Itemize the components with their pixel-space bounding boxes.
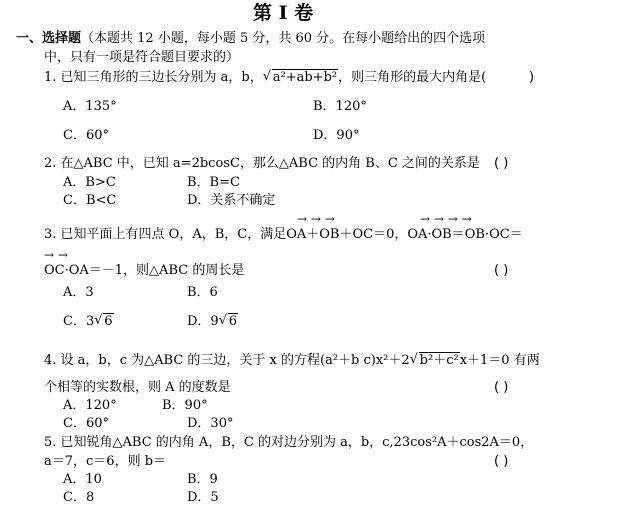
q4-option-a: A．120° [63,398,117,413]
q2-option-b: B．B=C [187,175,240,190]
q4-stem-a: 4. 设 a，b，c 为△ABC 的三边，关于 x 的方程(a²＋b c)x²＋2 [44,353,410,368]
q5-option-c: C．8 [63,490,95,505]
q3-option-d-sqrt [219,315,238,328]
q2-option-d: D．关系不确定 [187,193,276,208]
q2-option-c: C．B<C [63,193,117,208]
q3-option-c-label: C．3 [63,314,95,329]
q3-option-c-sqrt [94,315,113,328]
q3-option-c [63,315,114,328]
section-heading: 一、选择题 [16,31,82,46]
q4-radicand: b²＋c² [419,353,459,368]
q3-option-d-radicand: 6 [228,314,237,329]
q1-stem-a: 1. 已知三角形的三边长分别为 a，b， [44,70,263,85]
q4-stem-line2: 个相等的实数根，则 A 的度数是 [44,380,231,395]
section-intro-text: （本题共 12 小题，每小题 5 分，共 60 分。在每小题给出的四个选项 [81,31,486,46]
q1-option-c: C．60° [63,128,109,143]
q4-option-c: C．60° [63,416,109,431]
q3-vector-arrows-1: → → → [297,212,335,226]
q1-option-d: D．90° [313,128,360,143]
q3-option-a: A．3 [63,285,94,300]
q1-paren-close: ) [529,70,535,85]
q5-paren: ( ) [494,454,509,469]
q4-option-b: B．90° [162,398,208,413]
page-title: 第 I 卷 [253,2,314,24]
q3-stem-line1: 3. 已知平面上有四点 O，A，B，C，满足OA＋OB＋OC＝0，OA·OB＝OB·OC＝ [44,227,523,242]
q2-stem: 2. 在△ABC 中，已知 a=2bcosC，那么△ABC 的内角 B、C 之间的关系是 [44,156,480,171]
q4-stem-b: x＋1＝0 有两 [459,353,540,368]
q3-option-d-label: D．9 [187,314,219,329]
section-intro-line1 [16,32,485,45]
q1-stem [44,71,486,84]
q4-stem-line1 [44,354,540,367]
q3-vector-arrows-3: → → [44,248,68,262]
q2-option-a: A．B>C [63,175,116,190]
q2-paren: ( ) [494,156,509,171]
q5-stem-line2: a＝7，c＝6，则 b＝ [44,454,167,469]
q5-option-b: B．9 [187,472,218,487]
q1-option-b: B．120° [313,99,367,114]
q4-sqrt [410,354,460,367]
q3-option-b: B．6 [187,285,218,300]
q5-option-d: D．5 [187,490,219,505]
q3-stem-line2: OC·OA＝－1，则△ABC 的周长是 [44,263,245,278]
q1-radicand: a²+ab+b² [272,70,338,85]
q1-stem-b: ，则三角形的最大内角是( [338,70,487,85]
q5-option-a: A．10 [63,472,102,487]
q1-sqrt [263,71,338,84]
q4-paren: ( ) [494,380,509,395]
q5-stem-line1: 5. 已知锐角△ABC 的内角 A，B，C 的对边分别为 a，b，c,23cos²A＋cos2A＝0， [44,435,534,450]
section-intro-line2: 中，只有一项是符合题目要求的） [44,50,240,65]
q3-option-c-radicand: 6 [104,314,113,329]
q3-vector-arrows-2: → → → → [420,212,472,226]
q4-option-d: D．30° [187,416,234,431]
q3-option-d [187,315,238,328]
q1-option-a: A．135° [63,99,117,114]
q3-paren: ( ) [494,263,509,278]
